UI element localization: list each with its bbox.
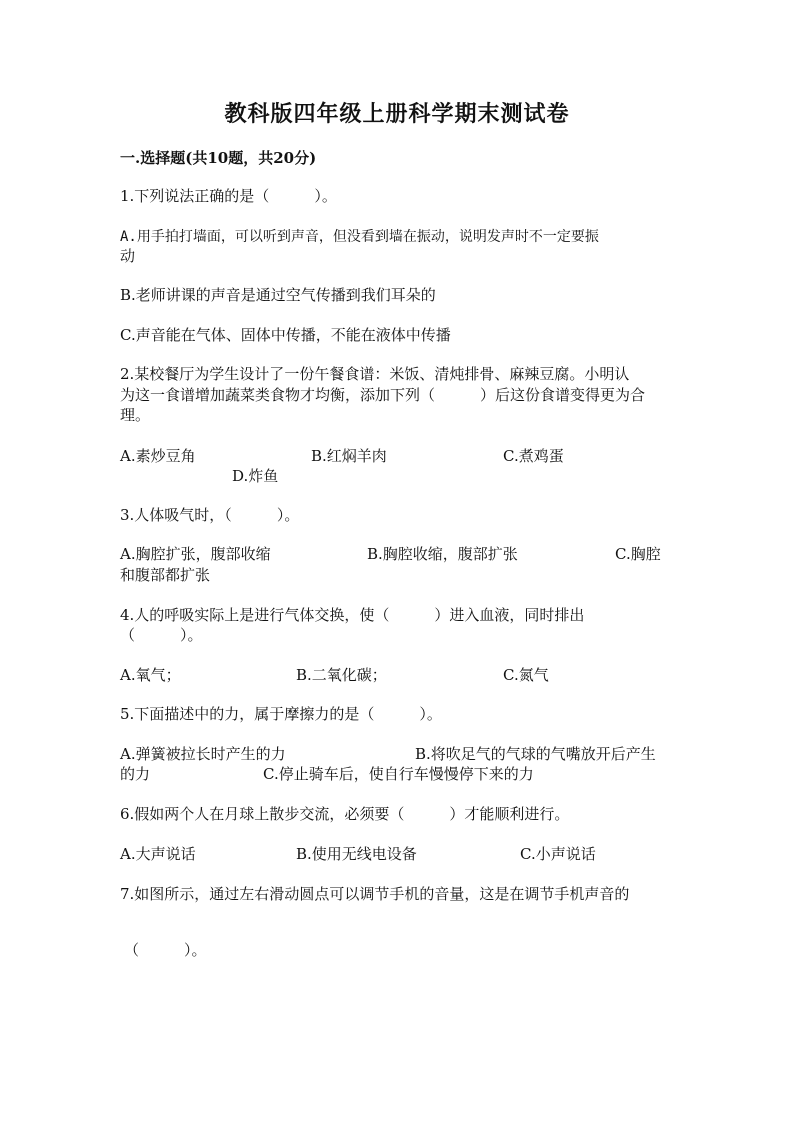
question-4-option-b: B.二氧化碳； — [296, 666, 387, 684]
question-5-option-a: A.弹簧被拉长时产生的力 — [120, 745, 286, 763]
question-3-option-c: C.胸腔 — [615, 545, 661, 563]
question-1-option-a — [120, 226, 599, 247]
question-3-stem: 3.人体吸气时，（ ）。 — [120, 506, 300, 524]
question-2-stem-line3: 理。 — [120, 406, 151, 424]
question-1-stem: 1.下列说法正确的是（ ）。 — [120, 187, 337, 205]
question-2-stem-line1: 2.某校餐厅为学生设计了一份午餐食谱：米饭、清炖排骨、麻辣豆腐。小明认 — [120, 365, 630, 383]
question-4-stem-line1: 4.人的呼吸实际上是进行气体交换，使（ ）进入血液，同时排出 — [120, 606, 585, 624]
question-3-option-c-cont: 和腹部都扩张 — [120, 566, 211, 584]
q1-option-a-text: A.用手拍打墙面，可以听到声音，但没看到墙在振动，说明发声时不一定要振 — [120, 229, 599, 245]
question-4-option-a: A.氧气； — [120, 666, 181, 684]
page-title: 教科版四年级上册科学期末测试卷 — [224, 101, 570, 127]
question-5-option-c: C.停止骑车后，使自行车慢慢停下来的力 — [263, 765, 534, 783]
question-6-option-b: B.使用无线电设备 — [296, 845, 417, 863]
question-2-option-d: D.炸鱼 — [232, 467, 279, 485]
question-7-answer-blank: （ ）。 — [124, 941, 207, 959]
question-5-option-b-cont: 的力 — [120, 765, 151, 783]
question-6-option-a: A.大声说话 — [120, 845, 196, 863]
question-2-option-a: A.素炒豆角 — [120, 447, 196, 465]
question-4-stem-line2: （ ）。 — [120, 626, 203, 644]
question-1-option-b: B.老师讲课的声音是通过空气传播到我们耳朵的 — [120, 286, 436, 304]
question-2-option-c: C.煮鸡蛋 — [503, 447, 564, 465]
question-6-stem: 6.假如两个人在月球上散步交流，必须要（ ）才能顺利进行。 — [120, 805, 570, 823]
question-4-option-c: C.氮气 — [503, 666, 549, 684]
question-7-stem: 7.如图所示，通过左右滑动圆点可以调节手机的音量，这是在调节手机声音的 — [120, 885, 630, 903]
question-5-option-b: B.将吹足气的气球的气嘴放开后产生 — [415, 745, 656, 763]
question-6-option-c: C.小声说话 — [520, 845, 596, 863]
question-1-option-c: C.声音能在气体、固体中传播，不能在液体中传播 — [120, 326, 451, 344]
question-1-option-a-cont: 动 — [120, 247, 136, 265]
section-heading: 一.选择题(共10题，共20分) — [120, 149, 317, 167]
question-2-stem-line2: 为这一食谱增加蔬菜类食物才均衡，添加下列（ ）后这份食谱变得更为合 — [120, 386, 646, 404]
question-5-stem: 5.下面描述中的力，属于摩擦力的是（ ）。 — [120, 705, 442, 723]
question-2-option-b: B.红焖羊肉 — [311, 447, 387, 465]
question-3-option-a: A.胸腔扩张，腹部收缩 — [120, 545, 271, 563]
question-3-option-b: B.胸腔收缩，腹部扩张 — [367, 545, 518, 563]
